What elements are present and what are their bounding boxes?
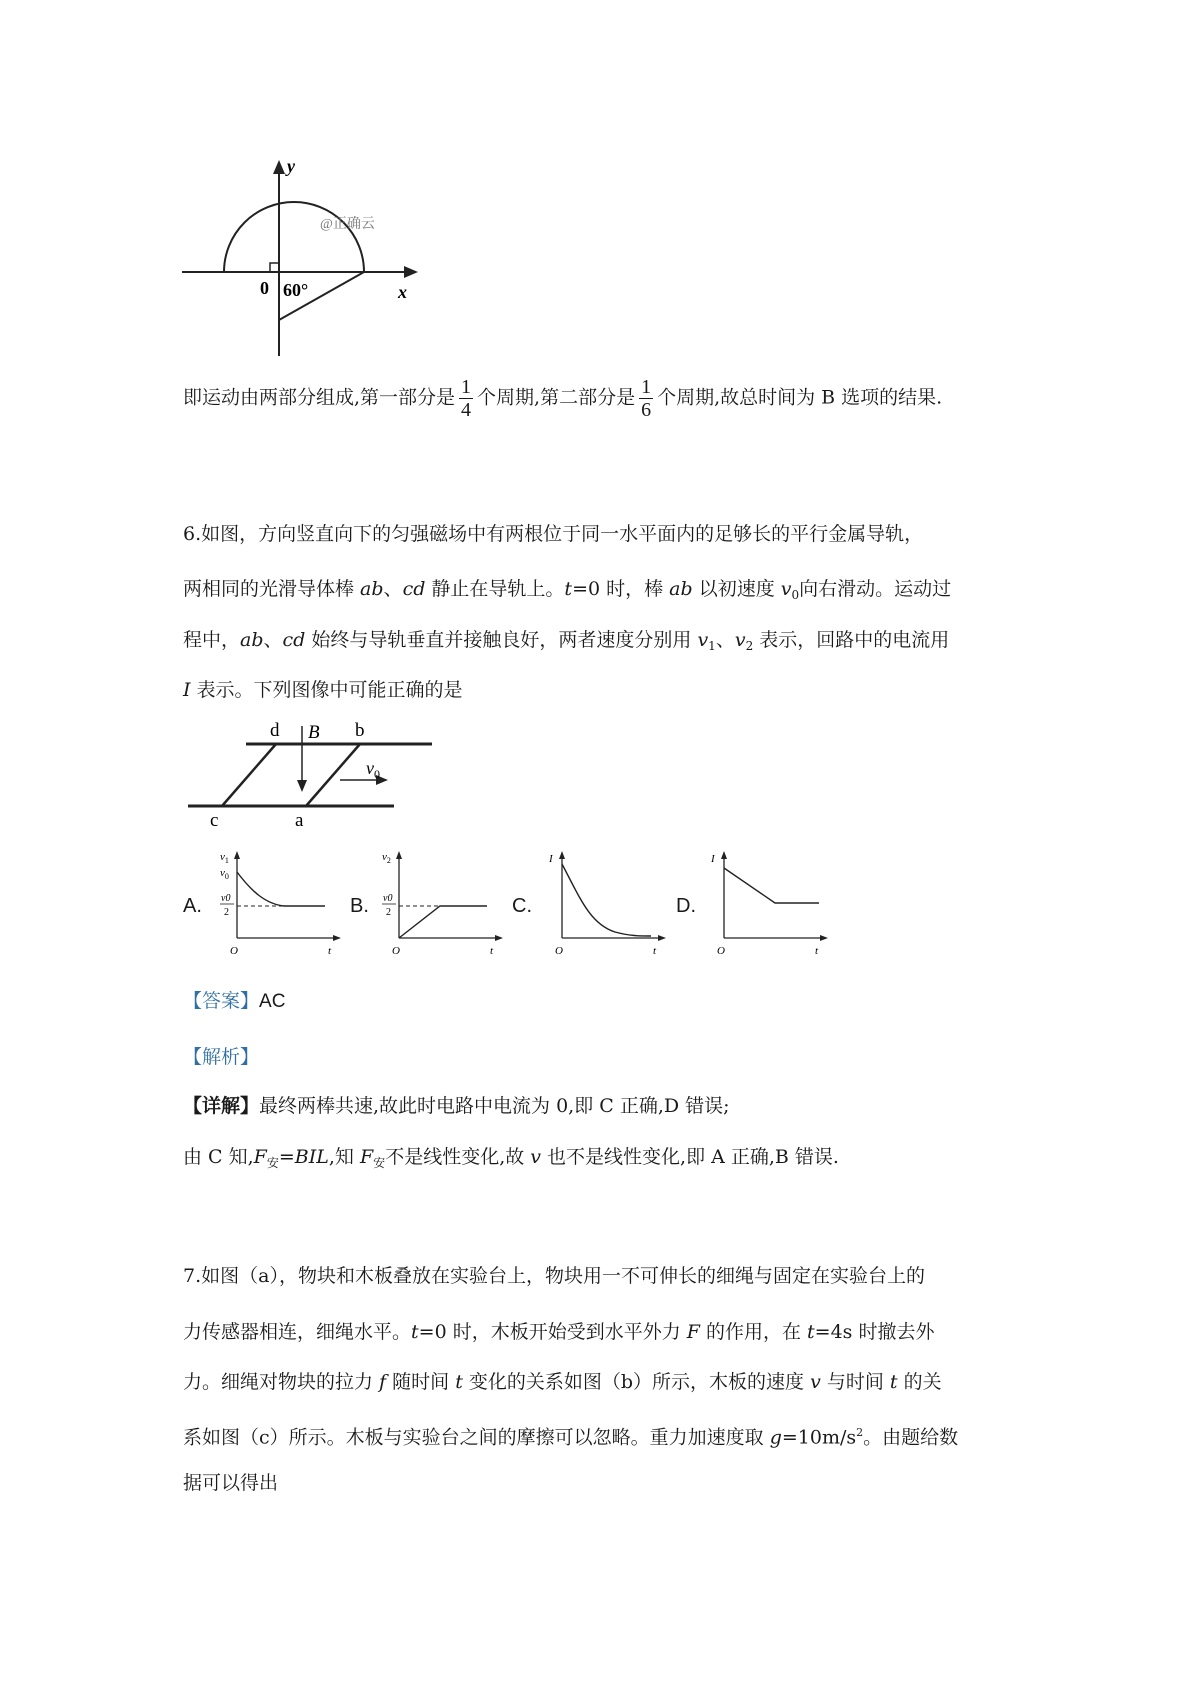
q6-line3: 程中，ab、cd 始终与导轨垂直并接触良好，两者速度分别用 $v_1$、$v_2$ 表示，回路中的电流用 — [183, 629, 950, 653]
t-axis-label: t — [815, 945, 819, 957]
detail-line2: 由 C 知$,F_安=BIL$,知 $F_安$不是线性变化,故 v 也不是线性变化,即 A 正确,B 错误. — [183, 1146, 839, 1170]
half-v0-denominator: 2 — [224, 907, 229, 918]
q7-line2: 力传感器相连，细绳水平。t=0 时，木板开始受到水平外力 F 的作用，在 t=4s 时撤去外 — [183, 1321, 935, 1343]
fraction-denominator: 4 — [461, 399, 472, 421]
origin-label: 0 — [260, 278, 269, 298]
angle-label: 60° — [283, 280, 309, 300]
option-C-graph — [535, 848, 670, 958]
origin-label: O — [717, 945, 725, 957]
q6-line1: 6.如图，方向竖直向下的匀强磁场中有两根位于同一水平面内的足够长的平行金属导轨， — [183, 523, 924, 545]
y-label: $v_1$ — [220, 851, 229, 865]
half-v0-numerator: v0 — [383, 893, 393, 904]
fraction-numerator: 1 — [641, 376, 652, 398]
explanation-part2: 个周期,第二部分是 — [477, 386, 636, 409]
y-label: $v_2$ — [382, 851, 391, 865]
q6-line4: I 表示。下列图像中可能正确的是 — [183, 679, 463, 701]
q7-line1: 7.如图（a），物块和木板叠放在实验台上，物块用一不可伸长的细绳与固定在实验台上的 — [183, 1265, 925, 1287]
y-axis-label: y — [287, 160, 295, 176]
detail-text1: 最终两棒共速,故此时电路中电流为 0,即 C 正确,D 错误; — [259, 1095, 730, 1117]
fraction-sixth — [639, 376, 653, 421]
label-c: c — [210, 810, 219, 828]
q7-line5: 据可以得出 — [183, 1472, 279, 1494]
origin-label: O — [230, 945, 238, 957]
half-v0-numerator: v0 — [221, 893, 231, 904]
fraction-numerator: 1 — [461, 376, 472, 398]
t-axis-label: t — [490, 945, 494, 957]
fraction-denominator: 6 — [641, 399, 652, 421]
fraction-quarter — [459, 376, 473, 421]
y-label: I — [711, 853, 715, 865]
t-axis-label: t — [328, 945, 332, 957]
option-B-graph — [372, 848, 507, 958]
x-axis-label: x — [398, 282, 407, 302]
option-D-graph — [697, 848, 832, 958]
option-B-label[interactable]: B. — [350, 895, 369, 917]
option-A-label[interactable]: A. — [183, 895, 202, 917]
origin-label: O — [392, 945, 400, 957]
label-B: B — [308, 722, 320, 743]
option-C-label[interactable]: C. — [512, 895, 532, 917]
trajectory-figure — [180, 160, 430, 360]
q6-line2: 两相同的光滑导体棒 ab、cd 静止在导轨上。t=0 时，棒 ab 以初速度 $v_0$向右滑动。运动过 — [183, 578, 952, 602]
label-b: b — [355, 720, 365, 741]
v0-tick-label: $v_0$ — [220, 867, 229, 881]
answer-line — [183, 987, 285, 1016]
label-a: a — [295, 810, 304, 828]
origin-label: O — [555, 945, 563, 957]
watermark: @正确云 — [320, 217, 375, 232]
t-axis-label: t — [653, 945, 657, 957]
answer-label: 【答案】 — [183, 990, 260, 1012]
q7-line3: 力。细绳对物块的拉力 f 随时间 t 变化的关系如图（b）所示，木板的速度 v 与时间 t 的关 — [183, 1371, 942, 1393]
answer-value: AC — [259, 991, 286, 1012]
explanation-part1: 即运动由两部分组成,第一部分是 — [183, 386, 456, 409]
option-A-graph — [210, 848, 345, 958]
detail-line1 — [183, 1092, 730, 1120]
rails-figure — [180, 718, 440, 828]
option-D-label[interactable]: D. — [676, 895, 696, 917]
y-label: I — [549, 853, 553, 865]
half-v0-denominator: 2 — [386, 907, 391, 918]
explanation-part3: 个周期,故总时间为 B 选项的结果. — [657, 386, 943, 409]
detail-label: 【详解】 — [183, 1095, 260, 1117]
label-d: d — [270, 720, 280, 741]
explanation-line — [183, 376, 942, 421]
label-v0: $v_0$ — [366, 758, 380, 781]
analysis-label: 【解析】 — [183, 1046, 260, 1068]
q7-line4: 系如图（c）所示。木板与实验台之间的摩擦可以忽略。重力加速度取 $g=10m/s^2$。由题给数 — [183, 1426, 959, 1449]
analysis-line — [183, 1043, 259, 1071]
